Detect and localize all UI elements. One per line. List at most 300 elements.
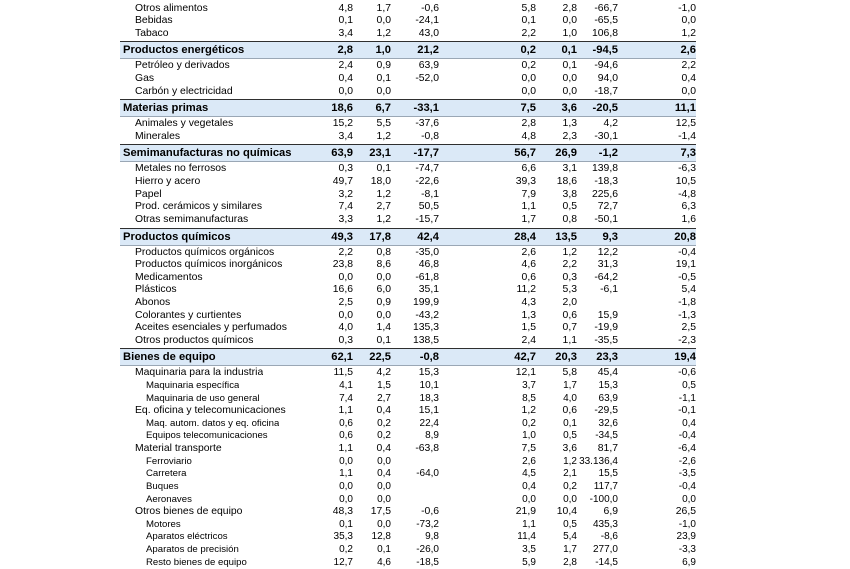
- row-label: Colorantes y curtientes: [135, 309, 242, 321]
- row-label: Otros bienes de equipo: [135, 506, 243, 518]
- row-label: Prod. cerámicos y similares: [135, 201, 263, 213]
- value-cell: 1,1: [521, 201, 536, 213]
- value-cell: 7,4: [339, 392, 353, 404]
- value-cell: 106,8: [591, 27, 618, 39]
- value-cell: 4,0: [338, 322, 353, 334]
- table-row: [120, 335, 696, 348]
- value-cell: 50,5: [418, 201, 439, 213]
- value-cell: 35,3: [333, 531, 353, 543]
- value-cell: -0,8: [421, 130, 439, 142]
- value-cell: 0,0: [339, 480, 353, 492]
- value-cell: 0,4: [376, 443, 391, 455]
- value-cell: -18,5: [416, 556, 439, 568]
- subitem-row: [120, 481, 696, 494]
- value-cell: 1,2: [376, 130, 391, 142]
- value-cell: 0,6: [562, 405, 577, 417]
- value-cell: 0,8: [376, 246, 391, 258]
- value-cell: -29,5: [594, 405, 618, 417]
- value-cell: 62,1: [331, 351, 353, 364]
- value-cell: -1,0: [678, 518, 696, 530]
- value-cell: 0,6: [521, 271, 536, 283]
- row-label: Plásticos: [135, 284, 177, 296]
- value-cell: -63,8: [415, 443, 439, 455]
- row-label: Buques: [146, 480, 179, 492]
- value-cell: 1,1: [522, 518, 536, 530]
- row-label: Productos energéticos: [123, 44, 245, 57]
- value-cell: 0,0: [377, 493, 391, 505]
- table-row: [120, 405, 696, 418]
- value-cell: -18,3: [594, 176, 618, 188]
- value-cell: 1,1: [338, 405, 353, 417]
- table-row: [120, 310, 696, 323]
- table-row: [120, 118, 696, 131]
- value-cell: 1,5: [377, 380, 391, 392]
- value-cell: 0,9: [376, 60, 391, 72]
- table-row: [120, 272, 696, 285]
- value-cell: 6,3: [681, 201, 696, 213]
- value-cell: -33,1: [413, 102, 439, 115]
- value-cell: 10,1: [419, 380, 439, 392]
- value-cell: -0,6: [421, 2, 439, 14]
- table-row: [120, 73, 696, 86]
- row-label: Aparatos eléctricos: [146, 531, 228, 543]
- value-cell: 23,9: [676, 531, 696, 543]
- value-cell: 0,4: [682, 417, 696, 429]
- value-cell: 0,0: [339, 455, 353, 467]
- value-cell: 32,6: [598, 417, 618, 429]
- table-row: [120, 322, 696, 335]
- value-cell: 2,4: [338, 60, 353, 72]
- value-cell: 1,0: [375, 44, 391, 57]
- value-cell: 3,6: [562, 443, 577, 455]
- value-cell: 0,0: [522, 493, 536, 505]
- value-cell: 48,3: [332, 506, 353, 518]
- value-cell: 0,2: [522, 417, 536, 429]
- value-cell: 1,3: [521, 309, 536, 321]
- value-cell: -20,5: [592, 102, 618, 115]
- value-cell: -4,8: [678, 188, 696, 200]
- value-cell: 17,5: [370, 506, 391, 518]
- value-cell: 4,6: [521, 259, 536, 271]
- value-cell: 12,1: [515, 367, 536, 379]
- value-cell: -35,0: [415, 246, 439, 258]
- value-cell: 42,4: [417, 230, 439, 243]
- value-cell: 63,9: [418, 60, 439, 72]
- table-row: [120, 163, 696, 176]
- value-cell: -19,9: [594, 322, 618, 334]
- value-cell: 56,7: [514, 147, 536, 160]
- row-label: Maq. autom. datos y eq. oficina: [146, 417, 280, 429]
- value-cell: -3,5: [678, 468, 696, 480]
- value-cell: -0,4: [678, 246, 696, 258]
- value-cell: 21,9: [515, 506, 536, 518]
- row-label: Aceites esenciales y perfumados: [135, 322, 287, 334]
- value-cell: 2,4: [521, 334, 536, 346]
- value-cell: 18,6: [331, 102, 353, 115]
- value-cell: 1,2: [563, 455, 577, 467]
- value-cell: 3,4: [338, 130, 353, 142]
- value-cell: -0,1: [678, 405, 696, 417]
- value-cell: -1,4: [678, 130, 696, 142]
- value-cell: 15,3: [598, 380, 618, 392]
- value-cell: 23,3: [596, 351, 618, 364]
- value-cell: 9,8: [425, 531, 439, 543]
- row-label: Bebidas: [135, 15, 173, 27]
- value-cell: 0,1: [338, 15, 353, 27]
- value-cell: 1,0: [522, 430, 536, 442]
- value-cell: 1,2: [376, 27, 391, 39]
- table-row: [120, 131, 696, 144]
- value-cell: -35,5: [594, 334, 618, 346]
- value-cell: 12,5: [675, 118, 696, 130]
- value-cell: 0,0: [338, 309, 353, 321]
- value-cell: -3,3: [678, 543, 696, 555]
- value-cell: 1,0: [562, 27, 577, 39]
- value-cell: 17,8: [369, 230, 391, 243]
- value-cell: 2,7: [376, 201, 391, 213]
- value-cell: 0,4: [377, 468, 391, 480]
- subitem-row: [120, 544, 696, 557]
- value-cell: 39,3: [515, 176, 536, 188]
- value-cell: 0,0: [377, 518, 391, 530]
- value-cell: 0,2: [339, 543, 353, 555]
- value-cell: 6,9: [603, 506, 618, 518]
- value-cell: 3,8: [562, 188, 577, 200]
- row-label: Metales no ferrosos: [135, 163, 227, 175]
- value-cell: 49,7: [332, 176, 353, 188]
- section-row: [120, 228, 696, 246]
- value-cell: 72,7: [597, 201, 618, 213]
- value-cell: 0,1: [376, 334, 391, 346]
- value-cell: 2,2: [562, 259, 577, 271]
- value-cell: 138,5: [412, 334, 439, 346]
- value-cell: 6,7: [375, 102, 391, 115]
- value-cell: -100,0: [589, 493, 618, 505]
- row-label: Aeronaves: [146, 493, 192, 505]
- value-cell: 2,8: [562, 2, 577, 14]
- value-cell: 45,4: [597, 367, 618, 379]
- value-cell: 8,6: [376, 259, 391, 271]
- value-cell: 2,8: [337, 44, 353, 57]
- value-cell: 0,0: [562, 73, 577, 85]
- value-cell: -37,6: [415, 118, 439, 130]
- value-cell: -30,1: [594, 130, 618, 142]
- value-cell: 0,2: [377, 417, 391, 429]
- table-row: [120, 506, 696, 519]
- value-cell: 0,0: [377, 480, 391, 492]
- table-row: [120, 15, 696, 28]
- value-cell: -1,3: [678, 309, 696, 321]
- value-cell: -0,4: [678, 430, 696, 442]
- value-cell: -0,4: [678, 480, 696, 492]
- value-cell: 1,7: [563, 380, 577, 392]
- value-cell: 11,1: [674, 102, 696, 115]
- value-cell: 0,0: [339, 493, 353, 505]
- value-cell: 0,0: [376, 15, 391, 27]
- value-cell: 0,4: [338, 73, 353, 85]
- value-cell: 0,6: [339, 417, 353, 429]
- value-cell: 7,9: [521, 188, 536, 200]
- value-cell: 6,6: [521, 163, 536, 175]
- value-cell: 0,0: [376, 271, 391, 283]
- value-cell: 0,0: [376, 309, 391, 321]
- value-cell: 81,7: [597, 443, 618, 455]
- value-cell: -43,2: [415, 309, 439, 321]
- row-label: Productos químicos: [123, 230, 231, 243]
- value-cell: 28,4: [514, 230, 536, 243]
- table-row: [120, 86, 696, 99]
- row-label: Otros alimentos: [135, 2, 208, 14]
- row-label: Productos químicos orgánicos: [135, 246, 275, 258]
- row-label: Carretera: [146, 468, 187, 480]
- value-cell: 0,1: [376, 163, 391, 175]
- value-cell: 117,7: [593, 480, 618, 492]
- subitem-row: [120, 468, 696, 481]
- value-cell: 2,2: [521, 27, 536, 39]
- value-cell: 19,4: [674, 351, 696, 364]
- value-cell: -0,6: [678, 367, 696, 379]
- value-cell: 18,3: [419, 392, 439, 404]
- value-cell: 3,1: [562, 163, 577, 175]
- value-cell: 22,4: [419, 417, 439, 429]
- row-label: Medicamentos: [135, 271, 203, 283]
- row-label: Equipos telecomunicaciones: [146, 430, 268, 442]
- value-cell: 0,0: [376, 85, 391, 97]
- value-cell: 12,8: [371, 531, 391, 543]
- value-cell: 2,6: [680, 44, 696, 57]
- value-cell: 1,3: [562, 118, 577, 130]
- value-cell: 0,9: [376, 296, 391, 308]
- value-cell: 0,1: [521, 15, 536, 27]
- section-row: [120, 144, 696, 162]
- value-cell: 2,2: [681, 60, 696, 72]
- value-cell: 4,6: [377, 556, 391, 568]
- value-cell: -2,3: [678, 334, 696, 346]
- value-cell: -61,8: [415, 271, 439, 283]
- value-cell: 5,4: [563, 531, 577, 543]
- value-cell: 0,1: [376, 73, 391, 85]
- row-label: Hierro y acero: [135, 176, 201, 188]
- table-row: [120, 367, 696, 380]
- value-cell: 0,1: [562, 60, 577, 72]
- value-cell: 2,6: [521, 246, 536, 258]
- value-cell: 6,9: [682, 556, 696, 568]
- value-cell: 0,6: [339, 430, 353, 442]
- value-cell: 2,6: [522, 455, 536, 467]
- value-cell: 0,0: [521, 73, 536, 85]
- value-cell: 1,4: [376, 322, 391, 334]
- value-cell: 135,3: [412, 322, 439, 334]
- value-cell: 1,1: [339, 468, 353, 480]
- value-cell: 3,5: [522, 543, 536, 555]
- value-cell: -0,5: [678, 271, 696, 283]
- value-cell: 2,0: [562, 296, 577, 308]
- value-cell: -15,7: [415, 213, 439, 225]
- row-label: Otras semimanufacturas: [135, 213, 249, 225]
- value-cell: 42,7: [514, 351, 536, 364]
- value-cell: 0,3: [338, 163, 353, 175]
- value-cell: 0,0: [681, 15, 696, 27]
- value-cell: 8,5: [522, 392, 536, 404]
- value-cell: 18,0: [370, 176, 391, 188]
- subitem-row: [120, 531, 696, 544]
- value-cell: 5,4: [681, 284, 696, 296]
- value-cell: 0,0: [338, 85, 353, 97]
- table-row: [120, 60, 696, 73]
- value-cell: 12,2: [597, 246, 618, 258]
- value-cell: 1,2: [376, 188, 391, 200]
- value-cell: 3,3: [338, 213, 353, 225]
- value-cell: 0,6: [562, 309, 577, 321]
- value-cell: -1,2: [598, 147, 618, 160]
- value-cell: 4,1: [339, 380, 353, 392]
- value-cell: 0,1: [339, 518, 353, 530]
- value-cell: 15,5: [598, 468, 618, 480]
- value-cell: 7,4: [338, 201, 353, 213]
- table-row: [120, 247, 696, 260]
- value-cell: -52,0: [415, 73, 439, 85]
- value-cell: 0,0: [682, 493, 696, 505]
- value-cell: 46,8: [418, 259, 439, 271]
- value-cell: -0,8: [419, 351, 439, 364]
- value-cell: 2,7: [377, 392, 391, 404]
- value-cell: 2,5: [338, 296, 353, 308]
- value-cell: 1,1: [562, 334, 577, 346]
- value-cell: 20,3: [555, 351, 577, 364]
- value-cell: -18,7: [594, 85, 618, 97]
- value-cell: 5,9: [522, 556, 536, 568]
- value-cell: 1,2: [521, 405, 536, 417]
- value-cell: 43,0: [418, 27, 439, 39]
- value-cell: 0,2: [521, 60, 536, 72]
- value-cell: -74,7: [415, 163, 439, 175]
- value-cell: 4,2: [376, 367, 391, 379]
- row-label: Ferroviario: [146, 455, 192, 467]
- value-cell: 13,5: [555, 230, 577, 243]
- value-cell: 0,3: [338, 334, 353, 346]
- row-label: Papel: [135, 188, 162, 200]
- value-cell: 2,5: [681, 322, 696, 334]
- value-cell: 225,6: [591, 188, 618, 200]
- row-label: Tabaco: [135, 27, 169, 39]
- value-cell: 5,5: [376, 118, 391, 130]
- value-cell: 26,9: [555, 147, 577, 160]
- value-cell: 0,1: [377, 543, 391, 555]
- value-cell: -22,6: [415, 176, 439, 188]
- value-cell: 2,8: [563, 556, 577, 568]
- row-label: Otros productos químicos: [135, 334, 254, 346]
- value-cell: 11,4: [517, 531, 536, 543]
- value-cell: -94,6: [594, 60, 618, 72]
- value-cell: 26,5: [675, 506, 696, 518]
- value-cell: 23,1: [369, 147, 391, 160]
- value-cell: 1,2: [376, 213, 391, 225]
- table-row: [120, 443, 696, 456]
- row-label: Material transporte: [135, 443, 222, 455]
- subitem-row: [120, 494, 696, 507]
- value-cell: 0,0: [562, 85, 577, 97]
- row-label: Semimanufacturas no químicas: [123, 147, 292, 160]
- value-cell: 1,6: [681, 213, 696, 225]
- value-cell: -24,1: [415, 15, 439, 27]
- value-cell: -6,4: [678, 443, 696, 455]
- value-cell: -65,5: [594, 15, 618, 27]
- value-cell: 2,8: [521, 118, 536, 130]
- subitem-row: [120, 380, 696, 393]
- value-cell: 4,8: [338, 2, 353, 14]
- table-row: [120, 189, 696, 202]
- row-label: Productos químicos inorgánicos: [135, 259, 283, 271]
- value-cell: -94,5: [592, 44, 618, 57]
- table-row: [120, 201, 696, 214]
- value-cell: 22,5: [369, 351, 391, 364]
- subitem-row: [120, 557, 696, 569]
- value-cell: 0,1: [563, 417, 577, 429]
- value-cell: 11,5: [333, 367, 353, 379]
- row-label: Resto bienes de equipo: [146, 556, 247, 568]
- subitem-row: [120, 430, 696, 443]
- value-cell: 20,8: [674, 230, 696, 243]
- value-cell: 1,2: [562, 246, 577, 258]
- value-cell: -8,1: [421, 188, 439, 200]
- value-cell: 0,2: [563, 480, 577, 492]
- section-row: [120, 41, 696, 59]
- value-cell: 1,5: [521, 322, 536, 334]
- value-cell: -6,3: [678, 163, 696, 175]
- row-label: Abonos: [135, 296, 171, 308]
- table-row: [120, 297, 696, 310]
- value-cell: 6,0: [376, 284, 391, 296]
- value-cell: 139,8: [591, 163, 618, 175]
- value-cell: 15,2: [332, 118, 353, 130]
- section-row: [120, 99, 696, 117]
- value-cell: 1,7: [376, 2, 391, 14]
- value-cell: 49,3: [331, 230, 353, 243]
- row-label: Petróleo y derivados: [135, 60, 230, 72]
- value-cell: 0,4: [376, 405, 391, 417]
- value-cell: 1,1: [338, 443, 353, 455]
- value-cell: -26,0: [416, 543, 439, 555]
- value-cell: 1,7: [521, 213, 536, 225]
- section-row: [120, 348, 696, 366]
- value-cell: -1,0: [678, 2, 696, 14]
- table-row: [120, 28, 696, 41]
- value-cell: 4,0: [563, 392, 577, 404]
- value-cell: -14,5: [595, 556, 618, 568]
- value-cell: 435,3: [592, 518, 618, 530]
- value-cell: 94,0: [597, 73, 618, 85]
- value-cell: 0,5: [563, 518, 577, 530]
- value-cell: 63,9: [331, 147, 353, 160]
- value-cell: -2,6: [678, 455, 696, 467]
- subitem-row: [120, 519, 696, 532]
- value-cell: -0,6: [421, 506, 439, 518]
- value-cell: 7,3: [680, 147, 696, 160]
- value-cell: 0,7: [562, 322, 577, 334]
- value-cell: 4,8: [521, 130, 536, 142]
- value-cell: 0,0: [338, 271, 353, 283]
- table-row: [120, 284, 696, 297]
- value-cell: 199,9: [412, 296, 439, 308]
- value-cell: 5,8: [562, 367, 577, 379]
- value-cell: 11,2: [516, 284, 536, 296]
- value-cell: 4,2: [603, 118, 618, 130]
- row-label: Carbón y electricidad: [135, 85, 233, 97]
- row-label: Maquinaria para la industria: [135, 367, 264, 379]
- value-cell: 10,5: [675, 176, 696, 188]
- value-cell: 10,4: [556, 506, 577, 518]
- value-cell: 33.136,4: [579, 455, 618, 467]
